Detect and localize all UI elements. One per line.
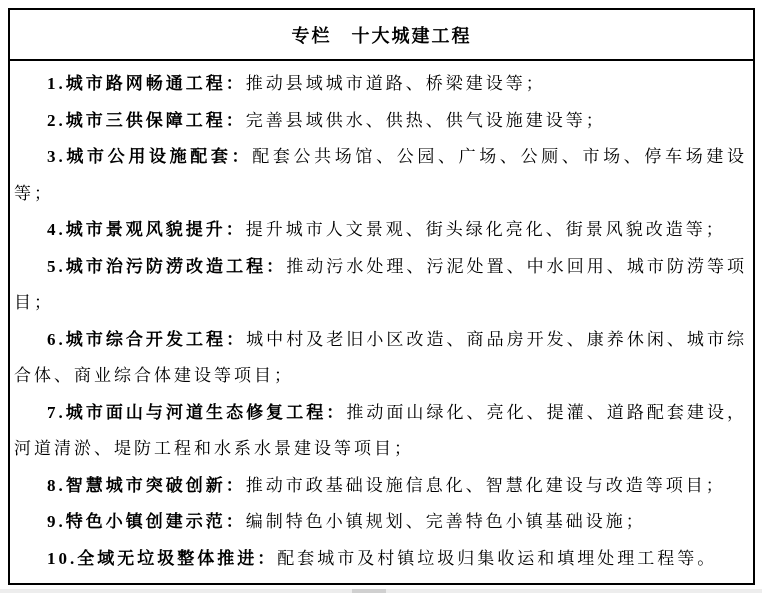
project-item-desc: 城中村及老旧小区改造、商品房开发、康养休闲、城市综合体、商业综合体建设等项目； xyxy=(14,329,748,385)
project-item-label: 6.城市综合开发工程： xyxy=(47,329,247,349)
project-panel xyxy=(8,8,755,585)
project-item-label: 5.城市治污防涝改造工程： xyxy=(47,256,287,276)
project-item-label: 7.城市面山与河道生态修复工程： xyxy=(47,402,347,422)
panel-body xyxy=(10,61,753,577)
project-item xyxy=(14,103,747,140)
project-item-label: 9.特色小镇创建示范： xyxy=(47,512,246,531)
project-item-desc: 推动污水处理、污泥处置、中水回用、城市防涝等项目； xyxy=(14,256,748,312)
project-item-desc: 配套城市及村镇垃圾归集收运和填埋处理工程等。 xyxy=(277,548,718,568)
project-item xyxy=(14,395,747,468)
project-item-desc: 提升城市人文景观、街头绿化亮化、街景风貌改造等； xyxy=(245,220,726,239)
horizontal-scrollbar-thumb[interactable] xyxy=(352,589,386,593)
project-item-label: 4.城市景观风貌提升： xyxy=(47,220,246,239)
project-item xyxy=(14,66,747,103)
project-item xyxy=(14,139,747,212)
project-item-desc: 编制特色小镇规划、完善特色小镇基础设施； xyxy=(245,512,646,531)
project-item-desc: 配套公共场馆、公园、广场、公厕、市场、停车场建设等； xyxy=(14,147,748,203)
project-item xyxy=(14,249,747,322)
project-item-label: 10.全域无垃圾整体推进： xyxy=(47,548,278,568)
project-item xyxy=(14,541,747,578)
project-item xyxy=(14,212,747,249)
project-item xyxy=(14,504,747,541)
project-item xyxy=(14,468,747,505)
project-item-label: 3.城市公用设施配套： xyxy=(47,147,253,166)
project-item-desc: 推动县域城市道路、桥梁建设等； xyxy=(245,74,546,93)
project-item-label: 1.城市路网畅通工程： xyxy=(47,74,246,93)
project-item xyxy=(14,322,747,395)
panel-header xyxy=(10,10,753,61)
panel-title: 专栏 十大城建工程 xyxy=(291,25,472,46)
project-item-label: 8.智慧城市突破创新： xyxy=(47,475,246,495)
project-item-desc: 推动面山绿化、亮化、提灌、道路配套建设，河道清淤、堤防工程和水系水景建设等项目； xyxy=(14,402,748,458)
project-item-desc: 完善县域供水、供热、供气设施建设等； xyxy=(245,110,606,130)
project-item-label: 2.城市三供保障工程： xyxy=(47,110,246,130)
project-item-desc: 推动市政基础设施信息化、智慧化建设与改造等项目； xyxy=(245,475,726,495)
